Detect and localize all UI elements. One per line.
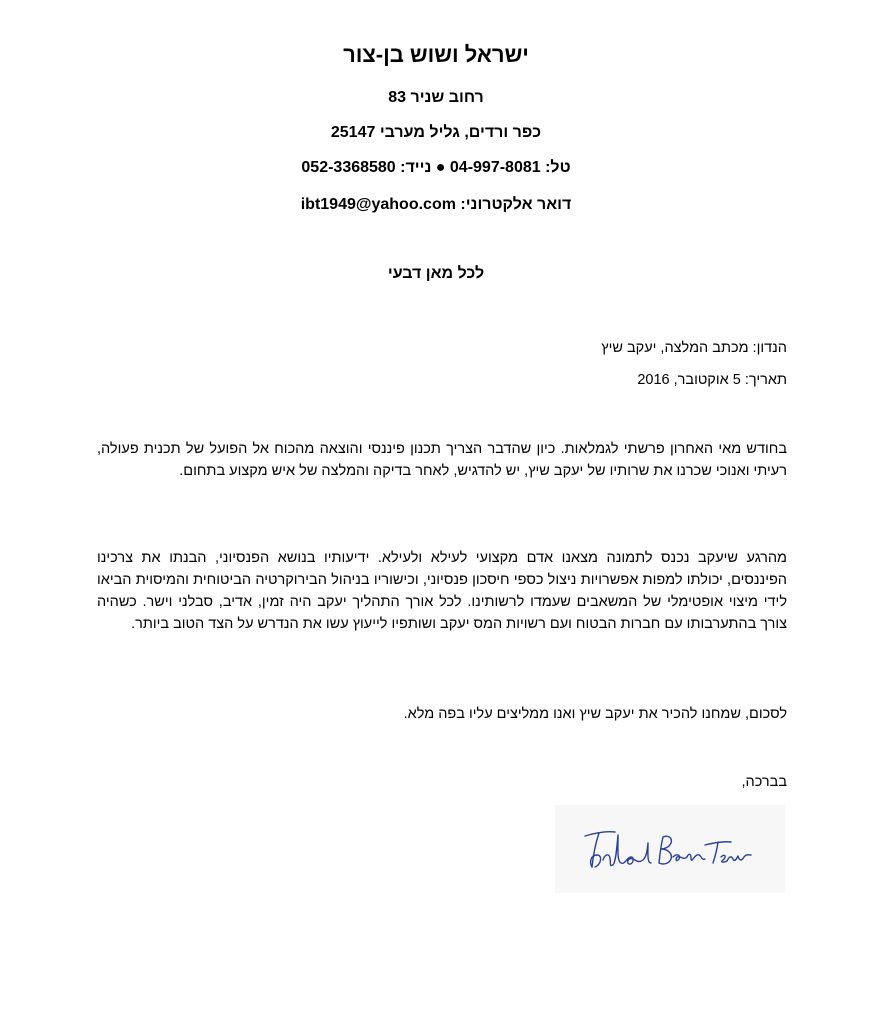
sender-city: כפר ורדים, גליל מערבי 25147: [330, 124, 542, 141]
sender-phones: טל: 04-997-8081 ● נייד: 052-3368580: [301, 159, 571, 176]
signature-image: [555, 805, 785, 893]
sender-name: ישראל ושוש בן-צור: [343, 42, 529, 67]
letter-date: תאריך: 5 אוקטובר, 2016: [637, 372, 787, 388]
sender-email-line: [0, 194, 872, 216]
body-paragraph-2: מהרגע שיעקב נכנס לתמונה מצאנו אדם מקצועי לעילא ולעילא. ידיעותיו בנושא הפנסיוני, הבנתו את צרכינו הפיננסים, יכולתו למפות אפשרויות ניצול כספי חיסכון פנסיוני, וכישוריו בניהול הבירוקרטיה הביטוחית והמיסוית הביאו לידי מיצוי אופטימלי של המשאבים שעמדו לרשותינו. לכל אורך התהליך יעקב היה זמין, אדיב, סבלני וישר. כשהיה צורך בהתערבותו עם חברות הבטוח ועם רשויות המס יעקב ושותפיו לייעוץ עשו את הנדרש על הצד הטוב ביותר.: [97, 550, 787, 632]
letter-closing: בברכה,: [741, 774, 787, 790]
letter-summary: לסכום, שמחנו להכיר את יעקב שיץ ואנו ממליצים עליו בפה מלא.: [403, 706, 787, 722]
letter-greeting: לכל מאן דבעי: [387, 265, 485, 282]
email-address: ibt1949@yahoo.com: [300, 196, 456, 213]
body-paragraph-1: בחודש מאי האחרון פרשתי לגמלאות. כיון שהדבר הצריך תכנון פיננסי והוצאה מהכוח אל הפועל של תכנית פעולה, רעיתי ואנוכי שכרנו את שרותיו של יעקב שיץ, יש להדגיש, לאחר בדיקה והמלצה של איש מקצוע בתחום.: [97, 441, 787, 479]
letter-subject: הנדון: מכתב המלצה, יעקב שיץ: [601, 340, 787, 356]
handwritten-signature: [555, 805, 785, 893]
sender-street: רחוב שניר 83: [388, 89, 484, 106]
email-label: דואר אלקטרוני:: [460, 196, 572, 213]
